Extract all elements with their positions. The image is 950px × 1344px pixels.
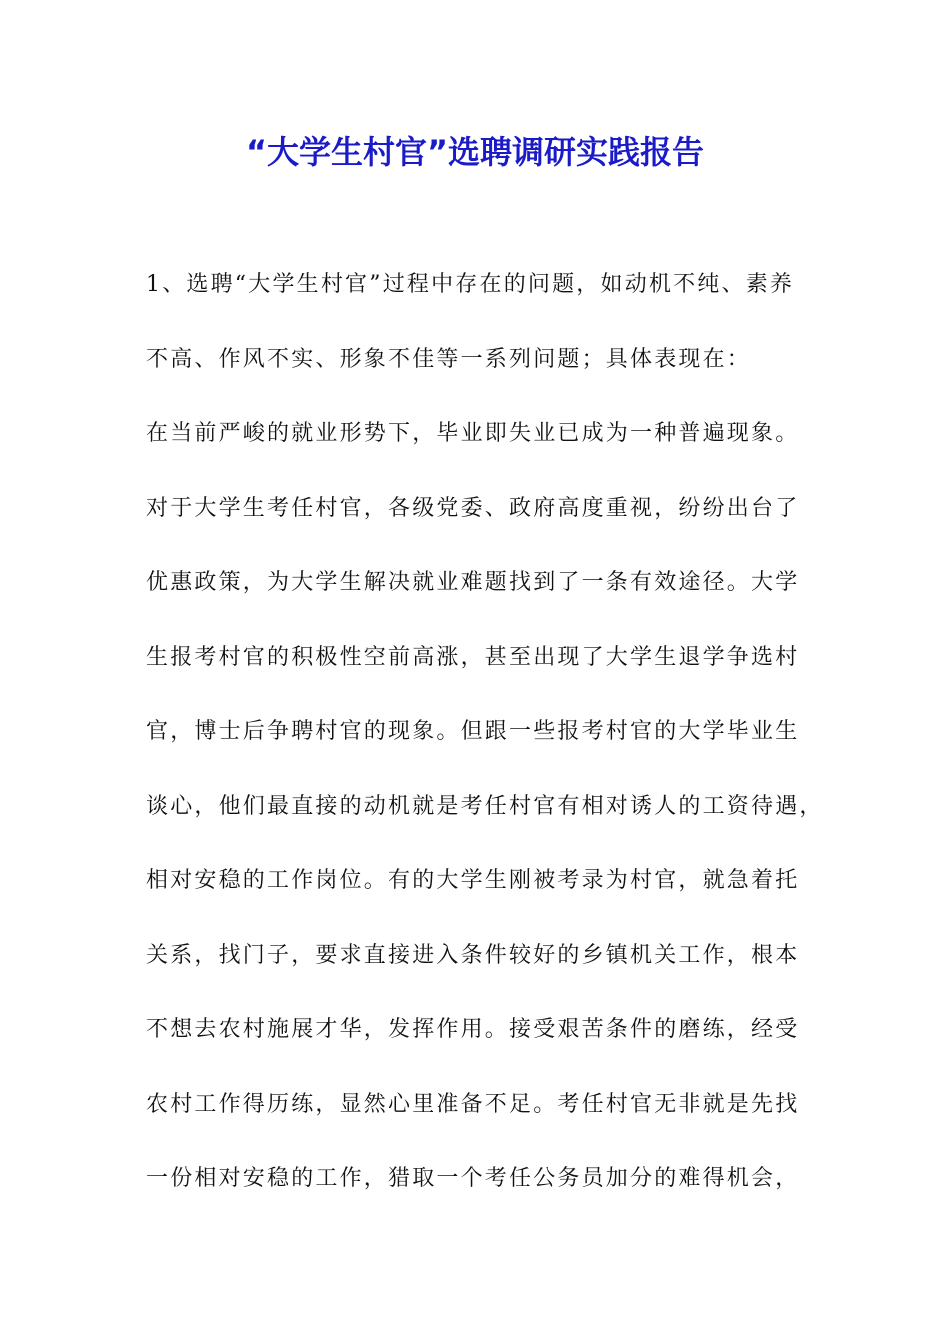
body-line: 官，博士后争聘村官的现象。但跟一些报考村官的大学毕业生 <box>146 719 800 744</box>
body-line: 在当前严峻的就业形势下，毕业即失业已成为一种普遍现象。 <box>146 421 800 446</box>
body-line: 1、选聘“大学生村官”过程中存在的问题，如动机不纯、素养 <box>146 272 795 297</box>
body-line: 优惠政策，为大学生解决就业难题找到了一条有效途径。大学 <box>146 570 800 595</box>
body-line: 生报考村官的积极性空前高涨，甚至出现了大学生退学争选村 <box>146 644 800 670</box>
body-line: 关系，找门子，要求直接进入条件较好的乡镇机关工作，根本 <box>146 942 800 968</box>
body-line: 不高、作风不实、形象不佳等一系列问题；具体表现在： <box>146 346 752 372</box>
body-line: 农村工作得历练，显然心里准备不足。考任村官无非就是先找 <box>146 1091 800 1117</box>
body-line: 对于大学生考任村官，各级党委、政府高度重视，纷纷出台了 <box>146 495 800 521</box>
body-line: 相对安稳的工作岗位。有的大学生刚被考录为村官，就急着托 <box>146 868 800 893</box>
body-line: 不想去农村施展才华，发挥作用。接受艰苦条件的磨练，经受 <box>146 1017 800 1042</box>
body-line: 一份相对安稳的工作，猎取一个考任公务员加分的难得机会， <box>146 1166 800 1191</box>
document-title: “大学生村官”选聘调研实践报告 <box>245 133 705 171</box>
document-body <box>146 265 826 1234</box>
body-line: 谈心，他们最直接的动机就是考任村官有相对诱人的工资待遇， <box>146 793 824 819</box>
